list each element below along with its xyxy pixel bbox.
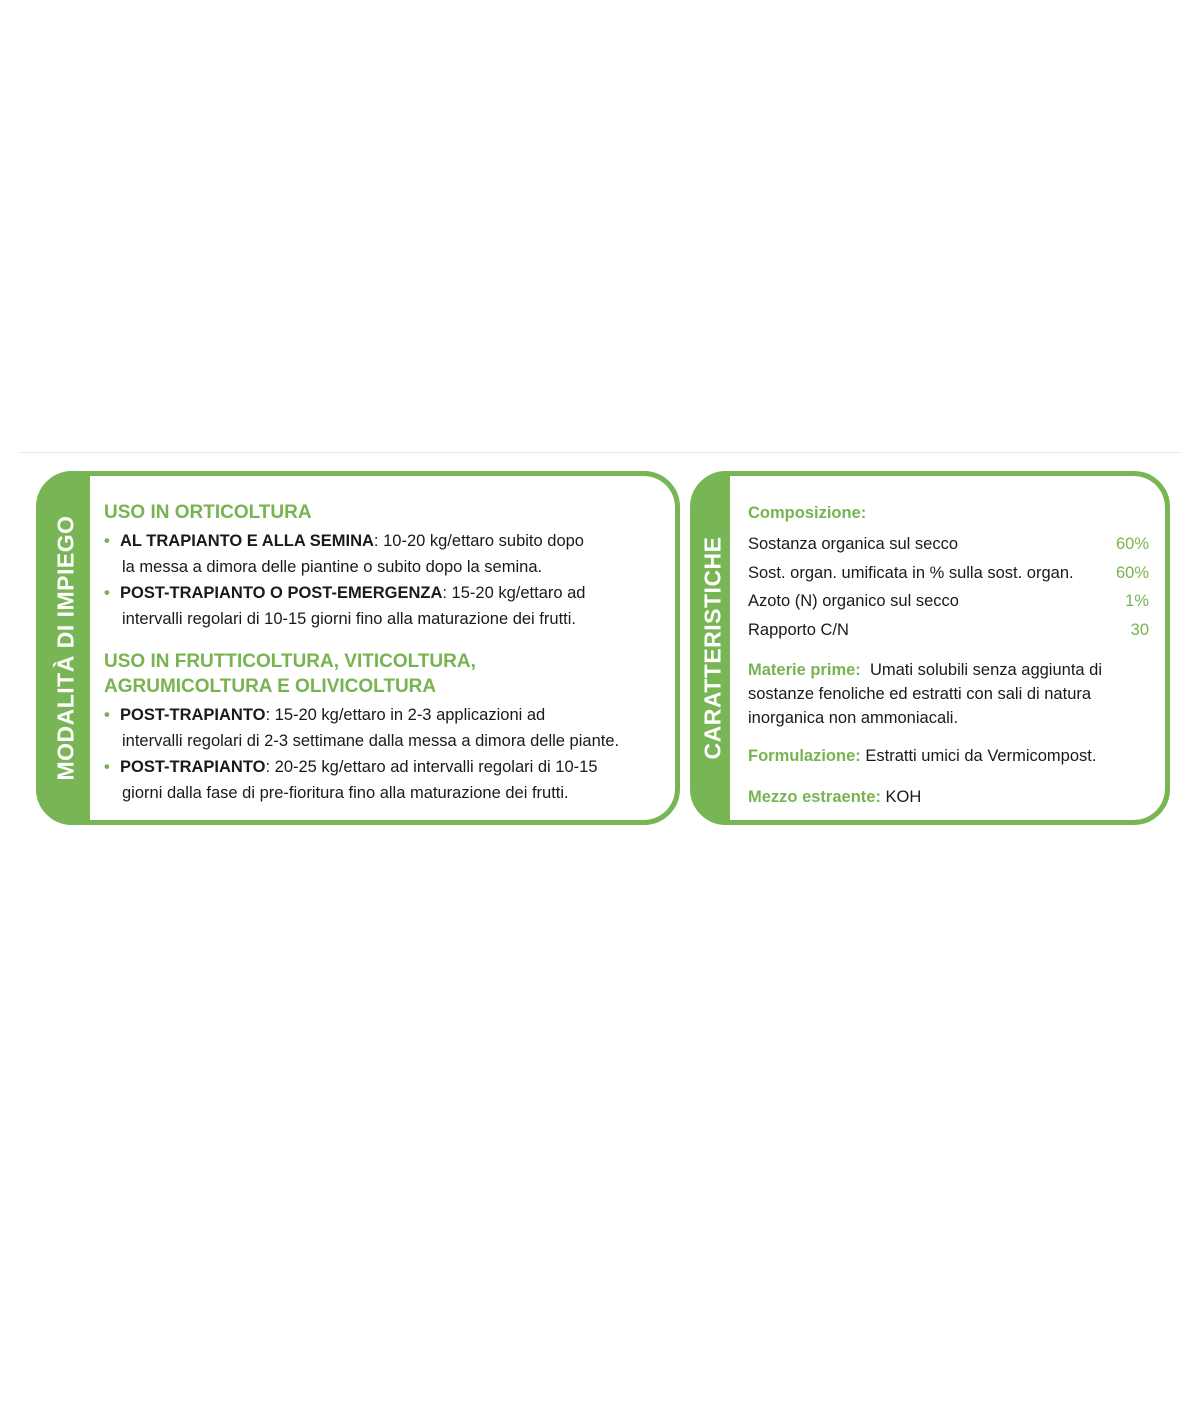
composition-label: Sost. organ. umificata in % sulla sost. organ.: [748, 563, 1074, 582]
caratteristiche-side-band: [695, 476, 730, 820]
composition-row: [748, 616, 1149, 645]
item-text-line1: : 15-20 kg/ettaro in 2-3 applicazioni ad: [265, 706, 546, 724]
list-item: [104, 702, 665, 754]
item-bold-label: POST-TRAPIANTO: [120, 758, 266, 776]
item-bold-label: POST-TRAPIANTO: [120, 706, 266, 724]
composition-row: [748, 559, 1149, 588]
mezzo-estraente-paragraph: [748, 785, 1149, 809]
formulazione-label: Formulazione:: [748, 747, 861, 765]
composition-label: Azoto (N) organico sul secco: [748, 592, 959, 610]
orticoltura-list: [104, 528, 665, 632]
caratteristiche-panel: [690, 471, 1170, 825]
section-frutticoltura-title-line1: USO IN FRUTTICOLTURA, VITICOLTURA,: [104, 651, 476, 672]
formulazione-paragraph: [748, 744, 1149, 768]
mezzo-estraente-label: Mezzo estraente:: [748, 788, 881, 806]
item-text-line2: la messa a dimora delle piantine o subito dopo la semina.: [122, 558, 543, 576]
composition-label: Sostanza organica sul secco: [748, 535, 959, 553]
materie-prime-line2: sostanze fenoliche ed estratti con sali di natura: [748, 685, 1092, 703]
item-text-line1: : 10-20 kg/ettaro subito dopo: [373, 532, 584, 550]
formulazione-text: Estratti umici da Vermicompost.: [865, 747, 1097, 765]
list-item: [104, 580, 665, 632]
modalita-impiego-panel: [36, 471, 680, 825]
top-divider: [20, 452, 1180, 453]
materie-prime-line1: Umati solubili senza aggiunta di: [869, 661, 1103, 679]
mezzo-estraente-text: KOH: [885, 788, 922, 806]
modalita-side-band: [41, 476, 90, 820]
item-text-line1: : 20-25 kg/ettaro ad intervalli regolari di 10-15: [265, 758, 598, 776]
list-item: [104, 754, 665, 806]
bullet-icon: •: [104, 532, 110, 550]
bullet-icon: •: [104, 706, 110, 724]
composition-value: 1%: [1125, 592, 1149, 610]
section-frutticoltura-title: [104, 649, 665, 699]
composition-value: 30: [1130, 620, 1149, 639]
item-bold-label: AL TRAPIANTO E ALLA SEMINA: [120, 532, 374, 550]
item-text-line2: intervalli regolari di 2-3 settimane dalla messa a dimora delle piante.: [122, 732, 620, 750]
bullet-icon: •: [104, 758, 110, 776]
materie-prime-paragraph: [748, 658, 1149, 730]
list-item: [104, 528, 665, 580]
composition-row: [748, 530, 1149, 559]
composizione-title: Composizione:: [748, 504, 867, 522]
section-orticoltura-title: USO IN ORTICOLTURA: [104, 502, 312, 523]
frutticoltura-list: [104, 702, 665, 806]
caratteristiche-content: [730, 476, 1165, 820]
composition-row: [748, 587, 1149, 616]
modalita-content: [90, 476, 675, 820]
item-text-line2: intervalli regolari di 10-15 giorni fino alla maturazione dei frutti.: [122, 610, 576, 628]
modalita-side-label: MODALITÀ DI IMPIEGO: [52, 515, 78, 781]
item-text-line2: giorni dalla fase di pre-fioritura fino alla maturazione dei frutti.: [122, 784, 569, 802]
materie-prime-line3: inorganica non ammoniacali.: [748, 709, 959, 727]
materie-prime-label: Materie prime:: [748, 661, 861, 679]
section-frutticoltura-title-line2: AGRUMICOLTURA E OLIVICOLTURA: [104, 676, 437, 697]
composition-value: 60%: [1115, 563, 1149, 582]
caratteristiche-side-label: CARATTERISTICHE: [699, 536, 725, 760]
item-bold-label: POST-TRAPIANTO O POST-EMERGENZA: [120, 584, 443, 602]
composition-value: 60%: [1115, 535, 1149, 553]
bullet-icon: •: [104, 584, 110, 602]
item-text-line1: : 15-20 kg/ettaro ad: [442, 584, 586, 602]
composition-label: Rapporto C/N: [748, 620, 849, 639]
